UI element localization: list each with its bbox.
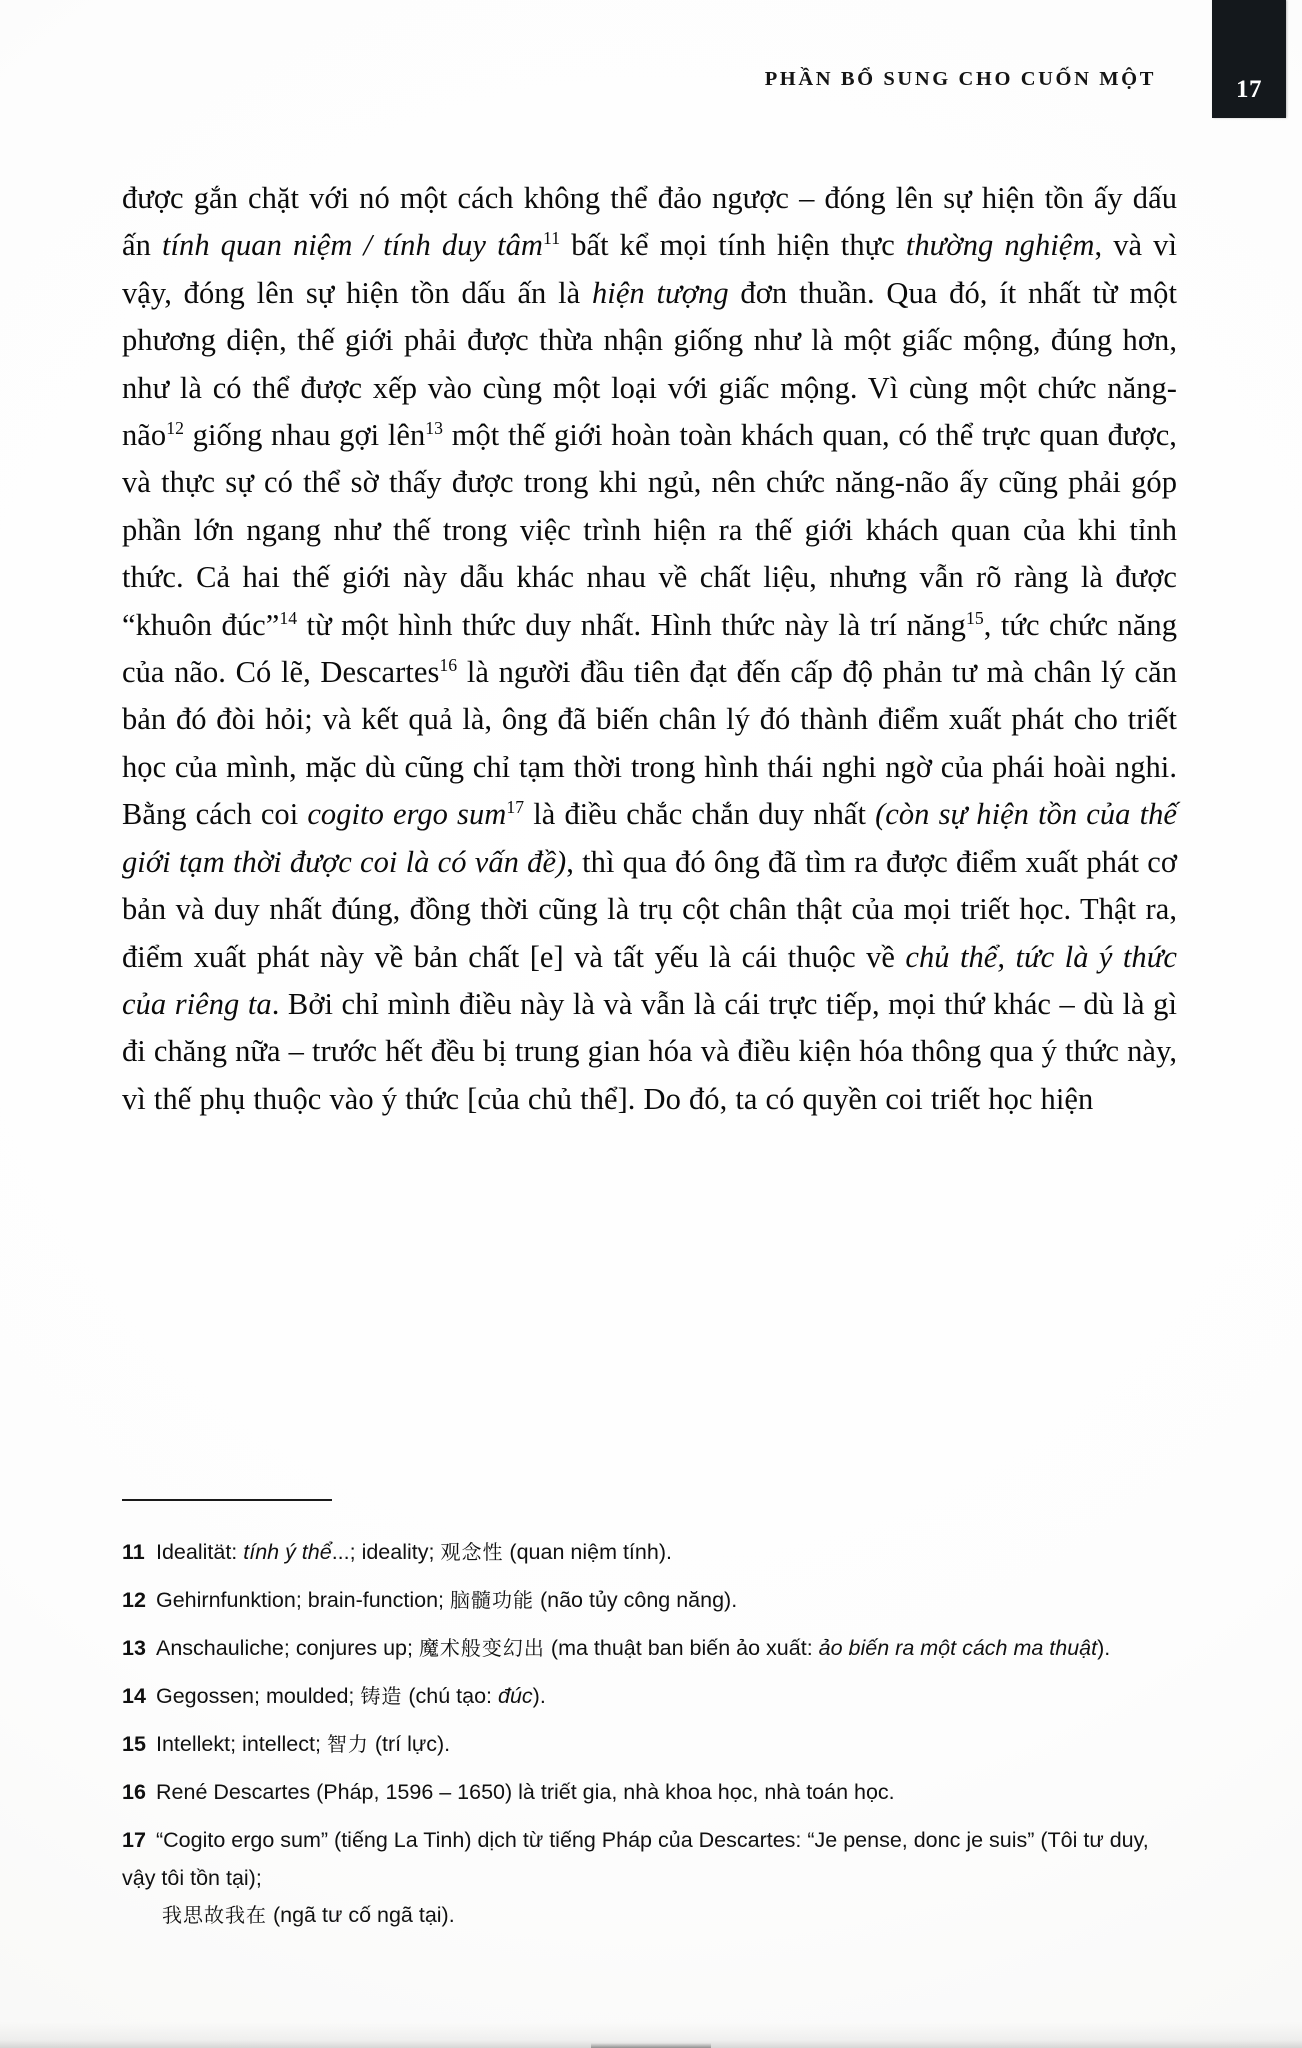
footnote-number: 11	[122, 1540, 145, 1564]
footnote-number: 13	[122, 1636, 146, 1660]
footnote-number: 16	[122, 1780, 146, 1804]
footnote-list	[122, 1534, 1182, 1945]
footnote-number: 15	[122, 1732, 146, 1756]
footnote-number: 14	[122, 1684, 146, 1708]
footnote-text: Gehirnfunktion; brain-function; 脑髓功能 (não tủy công năng).	[156, 1588, 738, 1612]
footnote-item	[122, 1630, 1182, 1668]
footnote-item	[122, 1774, 1182, 1812]
footnote-number: 17	[122, 1828, 146, 1852]
footnote-text: Idealität: tính ý thể...; ideality; 观念性 (quan niệm tính).	[156, 1540, 672, 1564]
page-number: 17	[1236, 76, 1262, 103]
footnote-text: “Cogito ergo sum” (tiếng La Tinh) dịch từ tiếng Pháp của Descartes: “Je pense, donc je suis” (Tôi tư duy, vậy tôi tồn tại); 我思故我在 (ngã tư cố ngã tại).	[122, 1828, 1149, 1927]
footnote-item	[122, 1726, 1182, 1764]
footnote-text: Anschauliche; conjures up; 魔术般变幻出 (ma thuật ban biến ảo xuất: ảo biến ra một cách ma thuật).	[156, 1636, 1111, 1660]
running-head	[0, 56, 1302, 114]
scan-spine-mark	[591, 2043, 711, 2048]
footnote-item	[122, 1678, 1182, 1716]
footnote-text: Intellekt; intellect; 智力 (trí lực).	[156, 1732, 451, 1756]
running-head-title: PHẦN BỔ SUNG CHO CUỐN MỘT	[764, 68, 1156, 90]
body-column	[122, 175, 1177, 1123]
page-number-badge	[1212, 0, 1286, 118]
footnote-number: 12	[122, 1588, 146, 1612]
footnote-item	[122, 1534, 1182, 1572]
footnote-item	[122, 1822, 1182, 1935]
footnote-separator	[122, 1499, 332, 1501]
footnote-text: Gegossen; moulded; 铸造 (chú tạo: đúc).	[156, 1684, 546, 1708]
footnote-text: René Descartes (Pháp, 1596 – 1650) là triết gia, nhà khoa học, nhà toán học.	[156, 1780, 895, 1804]
footnote-item	[122, 1582, 1182, 1620]
body-paragraph: được gắn chặt với nó một cách không thể đảo ngược – đóng lên sự hiện tồn ấy dấu ấn tính quan niệm / tính duy tâm$^{11}$ bất kể mọi tính hiện thực thường nghiệm, và vì vậy, đóng lên sự hiện tồn dấu ấn là hiện tượng đơn thuần. Qua đó, ít nhất từ một phương diện, thế giới phải được thừa nhận giống như là một giấc mộng, đúng hơn, như là có thể được xếp vào cùng một loại với giấc mộng. Vì cùng một chức năng-não$^{12}$ giống nhau gợi lên$^{13}$ một thế giới hoàn toàn khách quan, có thể trực quan được, và thực sự có thể sờ thấy được trong khi ngủ, nên chức năng-não ấy cũng phải góp phần lớn ngang như thế trong việc trình hiện ra thế giới khách quan của khi tỉnh thức. Cả hai thế giới này dẫu khác nhau về chất liệu, nhưng vẫn rõ ràng là được “khuôn đúc”$^{14}$ từ một hình thức duy nhất. Hình thức này là trí năng$^{15}$, tức chức năng của não. Có lẽ, Descartes$^{16}$ là người đầu tiên đạt đến cấp độ phản tư mà chân lý căn bản đó đòi hỏi; và kết quả là, ông đã biến chân lý đó thành điểm xuất phát cho triết học của mình, mặc dù cũng chỉ tạm thời trong hình thái nghi ngờ của phái hoài nghi. Bằng cách coi cogito ergo sum$^{17}$ là điều chắc chắn duy nhất (còn sự hiện tồn của thế giới tạm thời được coi là có vấn đề), thì qua đó ông đã tìm ra được điểm xuất phát cơ bản và duy nhất đúng, đồng thời cũng là trụ cột chân thật của mọi triết học. Thật ra, điểm xuất phát này về bản chất [e] và tất yếu là cái thuộc về chủ thể, tức là ý thức của riêng ta. Bởi chỉ mình điều này là và vẫn là cái trực tiếp, mọi thứ khác – dù là gì đi chăng nữa – trước hết đều bị trung gian hóa và điều kiện hóa thông qua ý thức này, vì thế phụ thuộc vào ý thức [của chủ thể]. Do đó, ta có quyền coi triết học hiện	[122, 181, 1178, 1116]
